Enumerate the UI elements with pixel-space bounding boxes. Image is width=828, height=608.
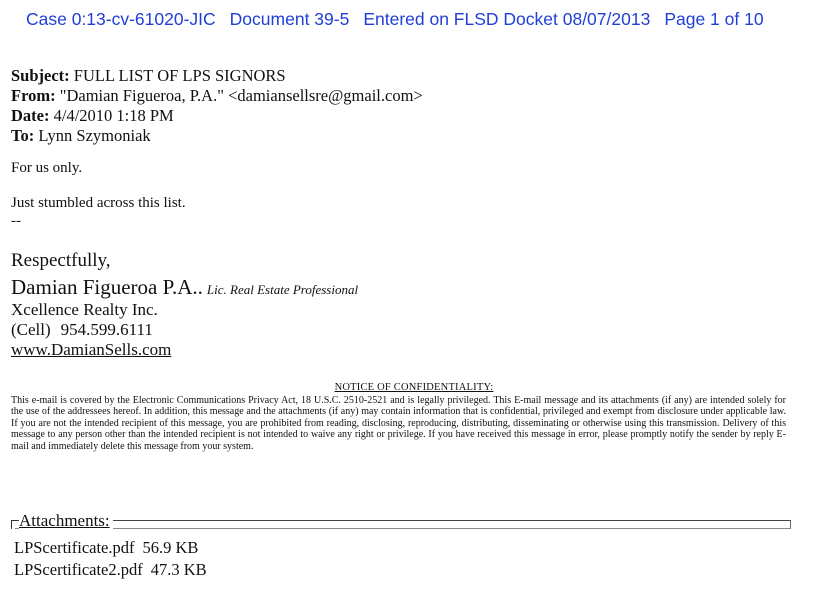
attachments-label: Attachments: xyxy=(19,511,113,531)
attachments-header xyxy=(11,512,791,530)
attachment-size: 56.9 KB xyxy=(142,538,199,557)
cell-label: (Cell) xyxy=(11,320,51,339)
subject-label: Subject: xyxy=(11,66,70,85)
email-header xyxy=(11,66,423,146)
body-separator: -- xyxy=(11,213,21,229)
body-line-2: Just stumbled across this list. xyxy=(11,195,186,211)
attachment-item[interactable] xyxy=(14,537,207,559)
signature-closing: Respectfully, xyxy=(11,250,111,271)
from-row xyxy=(11,86,423,106)
attachment-list xyxy=(14,537,207,581)
signature-cell-row xyxy=(11,320,153,340)
from-label: From: xyxy=(11,86,56,105)
subject-value: FULL LIST OF LPS SIGNORS xyxy=(73,66,286,85)
signature-name: Damian Figueroa P.A.. xyxy=(11,275,203,299)
docket-header xyxy=(26,9,764,30)
date-row xyxy=(11,106,423,126)
cell-number: 954.599.6111 xyxy=(60,320,153,339)
signature-company: Xcellence Realty Inc. xyxy=(11,300,158,319)
page-number: Page 1 of 10 xyxy=(664,9,764,29)
document-number: Document 39-5 xyxy=(229,9,350,29)
to-row xyxy=(11,126,423,146)
attachments-corner xyxy=(11,520,17,529)
to-value: Lynn Szymoniak xyxy=(38,126,151,145)
attachment-size: 47.3 KB xyxy=(150,560,207,579)
signature-title: Lic. Real Estate Professional xyxy=(206,282,359,297)
body-line-1: For us only. xyxy=(11,160,83,176)
to-label: To: xyxy=(11,126,35,145)
case-number: Case 0:13-cv-61020-JIC xyxy=(26,9,216,29)
signature-website-link[interactable]: www.DamianSells.com xyxy=(11,340,172,359)
subject-row xyxy=(11,66,423,86)
attachment-filename[interactable]: LPScertificate2.pdf xyxy=(14,560,143,579)
attachment-filename[interactable]: LPScertificate.pdf xyxy=(14,538,135,557)
confidentiality-notice-text: This e-mail is covered by the Electronic Communications Privacy Act, 18 U.S.C. 2510-2521 and is legally privileged. This E-mail message and its attachments (if any) are intended solely for the use of the addressees hereof. In addition, this message and the attachments (if any) may contain information that is confidential, privileged and exempt from disclosure under applicable law. If you are not the intended recipient of this message, you are prohibited from reading, disclosing, reproducing, distributing, disseminating or otherwise using this transmission. Delivery of this message to any person other than the intended recipient is not intended to waive any right or privilege. If you have received this message in error, please promptly notify the sender by reply E-mail and immediately delete this message from your system. xyxy=(11,395,786,452)
date-value: 4/4/2010 1:18 PM xyxy=(53,106,174,125)
from-value: "Damian Figueroa, P.A." <damiansellsre@gmail.com> xyxy=(59,86,423,105)
attachments-divider xyxy=(15,520,791,529)
signature-name-row xyxy=(11,275,358,300)
attachment-item[interactable] xyxy=(14,559,207,581)
date-label: Date: xyxy=(11,106,50,125)
docket-entry-date: Entered on FLSD Docket 08/07/2013 xyxy=(363,9,651,29)
confidentiality-notice-title: NOTICE OF CONFIDENTIALITY: xyxy=(334,382,494,393)
